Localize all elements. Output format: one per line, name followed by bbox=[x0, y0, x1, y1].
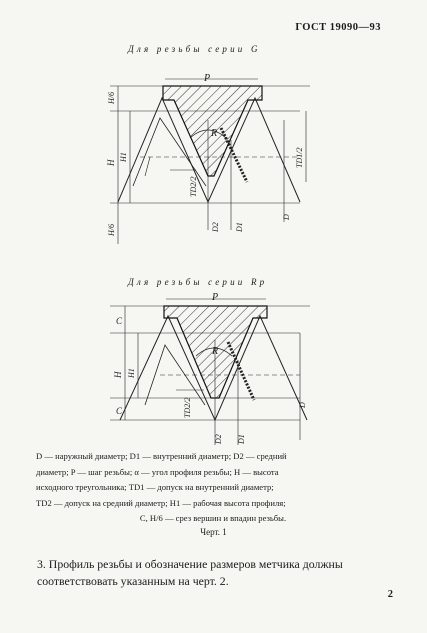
label-d2: D2 bbox=[214, 434, 223, 444]
label-h: H bbox=[113, 371, 123, 378]
label-d2: D2 bbox=[211, 222, 220, 232]
label-d: D bbox=[282, 214, 291, 220]
standard-header: ГОСТ 19090—93 bbox=[295, 22, 381, 33]
label-h: H bbox=[106, 159, 116, 166]
legend-line: C, H/6 — срез вершин и впадин резьбы. bbox=[139, 513, 287, 523]
legend-line: диаметр; P — шаг резьбы; α — угол профиля резьбы; H — высота bbox=[36, 466, 279, 477]
label-td2-half: TD2/2 bbox=[183, 397, 192, 418]
figure-caption: Черт. 1 bbox=[200, 527, 227, 537]
label-h6-top: H/6 bbox=[107, 92, 116, 104]
legend-line: TD2 — допуск на средний диаметр; H1 — рабочая высота профиля; bbox=[36, 497, 286, 508]
label-p: P bbox=[212, 292, 219, 303]
label-c-bottom: C bbox=[116, 406, 123, 416]
label-p: P bbox=[204, 73, 211, 84]
thread-profile-g-diagram bbox=[0, 55, 427, 265]
thread-profile-rp-diagram bbox=[0, 290, 427, 450]
label-h1: H1 bbox=[127, 368, 136, 378]
label-r: R bbox=[212, 346, 219, 357]
label-h6-bottom: H/6 bbox=[107, 224, 116, 236]
figure-rp-caption: Для резьбы серии Rp bbox=[128, 277, 268, 287]
label-d1: D1 bbox=[237, 434, 246, 444]
figure-g-caption: Для резьбы серии G bbox=[128, 44, 261, 54]
label-td1-half: TD1/2 bbox=[295, 147, 304, 168]
label-td2-half: TD2/2 bbox=[189, 176, 198, 197]
label-r: R bbox=[211, 128, 218, 139]
label-c-top: C bbox=[116, 316, 123, 326]
body-paragraph: 3. Профиль резьбы и обозначение размеров метчика должны соответствовать указанным на черт. 2. bbox=[37, 557, 343, 588]
label-d: D bbox=[298, 402, 307, 408]
label-d1: D1 bbox=[235, 222, 244, 232]
figure-legend bbox=[36, 449, 390, 527]
label-h1: H1 bbox=[119, 152, 128, 162]
legend-line: исходного треугольника; TD1 — допуск на внутренний диаметр; bbox=[36, 482, 274, 492]
page-number: 2 bbox=[387, 589, 393, 600]
legend-line: D — наружный диаметр; D1 — внутренний диаметр; D2 — средний bbox=[36, 451, 287, 461]
